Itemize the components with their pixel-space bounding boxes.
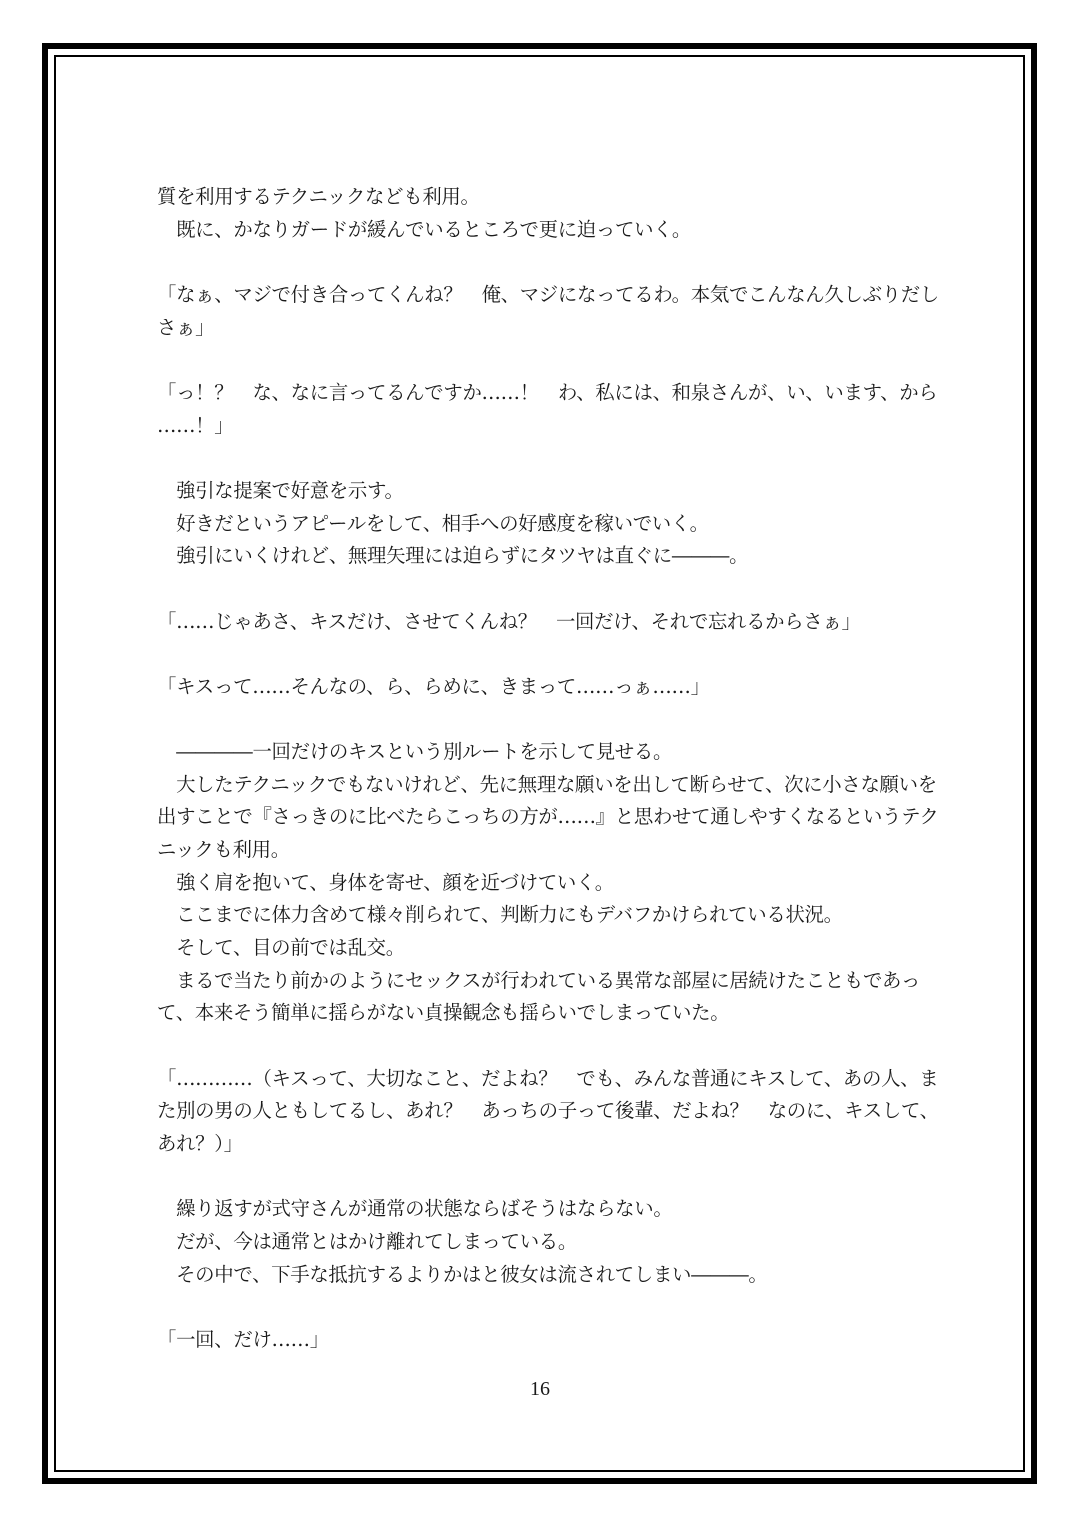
blank-line [157,1030,932,1063]
text-line: ……！」 [157,413,234,437]
blank-line [157,246,932,279]
text-line: た別の男の人ともしてるし、あれ？ あっちの子って後輩、だよね？ なのに、キスして、 [157,1099,939,1123]
text-line: そして、目の前では乱交。 [157,936,405,960]
body-text [157,181,939,1357]
text-line: ここまでに体力含めて様々削られて、判断力にもデバフかけられている状況。 [157,903,843,927]
text-line: 出すことで『さっきのに比べたらこっちの方が……』と思わせて通しやすくなるというテク [157,805,939,829]
page-number: 16 [530,1378,550,1400]
blank-line [157,344,932,377]
text-line: 強く肩を抱いて、身体を寄せ、顔を近づけていく。 [157,870,614,894]
text-line: まるで当たり前かのようにセックスが行われている異常な部屋に居続けたこともであっ [157,968,921,992]
text-line: 既に、かなりガードが緩んでいるところで更に迫っていく。 [157,217,691,241]
text-line: 質を利用するテクニックなども利用。 [157,185,480,208]
text-line: あれ？）」 [157,1132,243,1156]
text-line: 「なぁ、マジで付き合ってくんね？ 俺、マジになってるわ。本気でこんなん久しぶりだし [157,282,939,306]
text-line: ニックも利用。 [157,838,290,862]
blank-line [157,442,932,475]
text-line: 強引にいくけれど、無理矢理には迫らずにタツヤは直ぐに―――。 [157,544,749,568]
text-line: 「…………（キスって、大切なこと、だよね？ でも、みんな普通にキスして、あの人、ま [157,1066,939,1090]
blank-line [157,704,932,737]
text-line: 「……じゃあさ、キスだけ、させてくんね？ 一回だけ、それで忘れるからさぁ」 [157,609,861,633]
blank-line [157,1291,932,1324]
text-line: その中で、下手な抵抗するよりかはと彼女は流されてしまい―――。 [157,1262,768,1286]
blank-line [157,1161,932,1194]
text-line: ――――一回だけのキスという別ルートを示して見せる。 [157,740,673,764]
text-line: 強引な提案で好意を示す。 [157,478,404,502]
text-line: 好きだというアピールをして、相手への好感度を稼いでいく。 [157,511,709,535]
text-line: て、本来そう簡単に揺らがない貞操観念も揺らいでしまっていた。 [157,1001,730,1025]
text-line: さぁ」 [157,315,215,339]
text-line: 大したテクニックでもないけれど、先に無理な願いを出して断らせて、次に小さな願いを [157,772,937,796]
text-line: 繰り返すが式守さんが通常の状態ならばそうはならない。 [157,1197,673,1221]
text-line: だが、今は通常とはかけ離れてしまっている。 [157,1230,577,1253]
blank-line [157,573,932,606]
text-line: 「一回、だけ……」 [157,1327,329,1351]
text-line: 「っ！？ な、なに言ってるんですか……！ わ、私には、和泉さんが、い、います、から [157,380,938,404]
blank-line [157,638,932,671]
text-line: 「キスって……そんなの、ら、らめに、きまって……っぁ……」 [157,674,710,698]
